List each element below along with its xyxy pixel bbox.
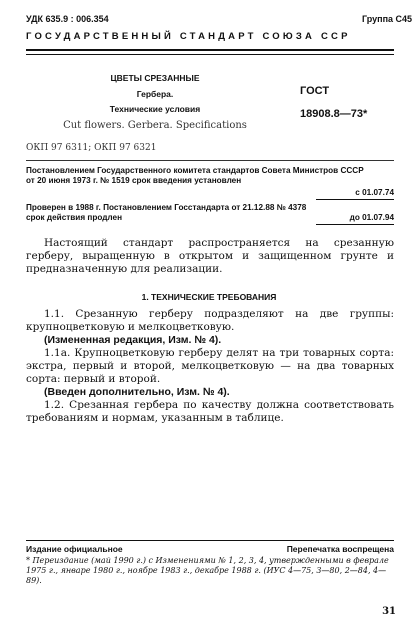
- decree-date-1: с 01.07.74: [355, 188, 394, 197]
- title-main: ЦВЕТЫ СРЕЗАННЫЕ: [110, 73, 200, 83]
- intro-paragraph: Настоящий стандарт распространяется на срезанную герберу, выращенную в открытом и защищенном грунте и предназначенную для реализации.: [26, 237, 394, 275]
- reissue-footnote: * Переиздание (май 1990 г.) с Изменениями № 1, 2, 3, 4, утвержденными в феврале 1975 г., январе 1980 г., ноябре 1983 г., декабре 1988 г. (ИУС 4—75, 3—80, 2—84, 4—89).: [26, 556, 389, 585]
- standard-banner: ГОСУДАРСТВЕННЫЙ СТАНДАРТ СОЮЗА ССР: [26, 31, 351, 42]
- header-rule-thick: [26, 49, 394, 51]
- okp-rule: [26, 160, 394, 161]
- gost-label: ГОСТ: [300, 85, 330, 97]
- para-1-1a: 1.1а. Крупноцветковую герберу делят на три товарных сорта: экстра, первый и второй, мелкоцветковую — на два товарных сорта: первый и второй.: [26, 347, 394, 385]
- page-number: 31: [382, 606, 396, 617]
- date-rule-2: [316, 224, 394, 225]
- group-code: Группа С45: [362, 14, 413, 24]
- decree-line-1: Постановлением Государственного комитета стандартов Совета Министров СССР: [26, 166, 364, 175]
- footer-rule: [26, 540, 394, 541]
- decree-line-2: от 20 июня 1973 г. № 1519 срок введения установлен: [26, 176, 242, 185]
- decree-line-4: срок действия продлен: [26, 213, 123, 222]
- reprint-notice: Перепечатка воспрещена: [286, 544, 394, 554]
- title-spec: Технические условия: [109, 104, 201, 114]
- udk-code: УДК 635.9 : 006.354: [26, 14, 109, 24]
- date-rule-1: [316, 199, 394, 200]
- para-1-1: 1.1. Срезанную герберу подразделяют на две группы: крупноцветковую и мелкоцветковую.: [26, 308, 394, 333]
- header-rule-thin: [26, 54, 394, 55]
- para-1-1-note: (Измененная редакция, Изм. № 4).: [44, 334, 222, 346]
- para-1-2: 1.2. Срезанная гербера по качеству должна соответствовать требованиям и нормам, указанным в таблице.: [26, 399, 394, 424]
- decree-date-2: до 01.07.94: [349, 213, 394, 222]
- para-1-1a-note: (Введен дополнительно, Изм. № 4).: [44, 386, 230, 398]
- okp-codes: ОКП 97 6311; ОКП 97 6321: [26, 143, 157, 153]
- title-sub: Гербера.: [136, 89, 174, 99]
- decree-line-3: Проверен в 1988 г. Постановлением Госстандарта от 21.12.88 № 4378: [26, 203, 307, 212]
- section-heading: 1. ТЕХНИЧЕСКИЕ ТРЕБОВАНИЯ: [141, 292, 277, 302]
- title-english: Cut flowers. Gerbera. Specifications: [63, 120, 247, 131]
- gost-number: 18908.8—73*: [300, 108, 368, 120]
- official-edition: Издание официальное: [26, 544, 123, 554]
